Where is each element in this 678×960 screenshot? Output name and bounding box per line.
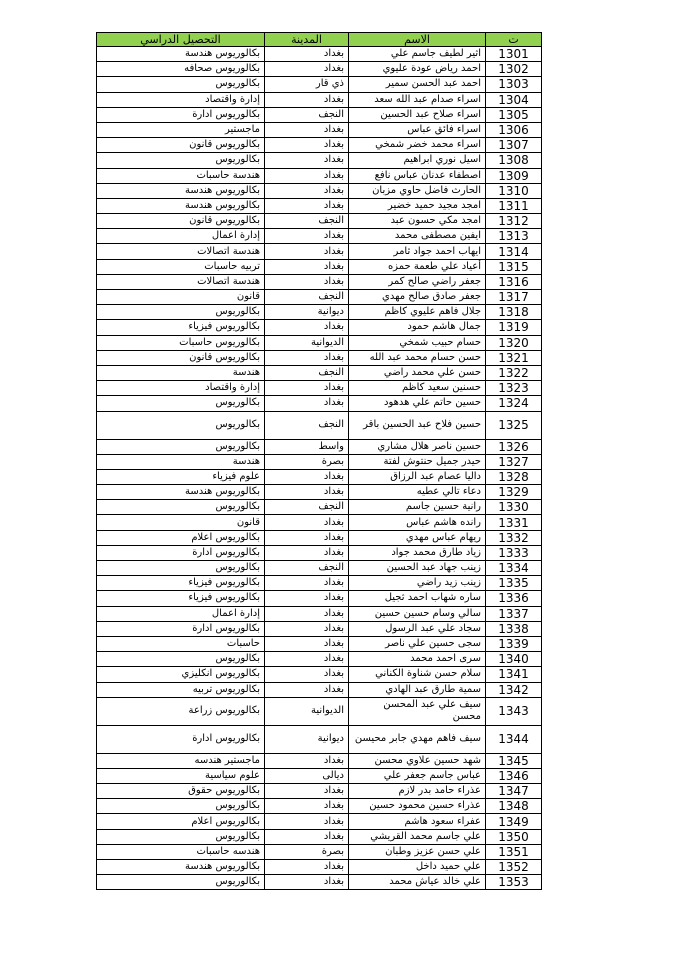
row-number-cell: 1331 [486,515,542,530]
table-row [97,335,542,350]
row-education-cell: بكالوريوس قانون [97,138,265,153]
row-number-cell: 1337 [486,606,542,621]
row-name-cell: اسيل نوري ابراهيم [349,153,486,168]
table-row [97,62,542,77]
row-name-cell: حسين ناصر هلال مشاري [349,439,486,454]
row-name-cell: رانية حسين جاسم [349,500,486,515]
table-row [97,411,542,439]
row-number-cell: 1320 [486,335,542,350]
table-row [97,768,542,783]
row-name-cell: زينب زيد راضي [349,576,486,591]
row-city-cell: بغداد [265,183,349,198]
row-education-cell: بكالوريوس قانون [97,214,265,229]
row-education-cell: بكالوريوس انكليزي [97,667,265,682]
row-education-cell: بكالوريوس فيزياء [97,320,265,335]
row-name-cell: ريهام عباس مهدي [349,530,486,545]
row-number-cell: 1352 [486,860,542,875]
table-row [97,652,542,667]
table-row [97,591,542,606]
table-row [97,530,542,545]
records-table [96,32,542,890]
row-number-cell: 1351 [486,844,542,859]
row-number-cell: 1302 [486,62,542,77]
row-number-cell: 1329 [486,485,542,500]
row-education-cell: بكالوريوس ادارة [97,107,265,122]
table-row [97,92,542,107]
row-number-cell: 1353 [486,875,542,890]
row-number-cell: 1335 [486,576,542,591]
row-name-cell: اسراء فائق عباس [349,122,486,137]
table-row [97,725,542,753]
row-education-cell: بكالوريوس [97,153,265,168]
row-name-cell: سيف فاهم مهدي جابر محيسن [349,725,486,753]
table-row [97,561,542,576]
table-row [97,381,542,396]
table-row [97,682,542,697]
table-row [97,259,542,274]
row-name-cell: اصطفاء عدنان عباس نافع [349,168,486,183]
row-education-cell: بكالوريوس ادارة [97,621,265,636]
row-city-cell: بغداد [265,92,349,107]
row-name-cell: اثير لطيف جاسم علي [349,47,486,62]
row-city-cell: بغداد [265,799,349,814]
row-city-cell: بصرة [265,454,349,469]
row-city-cell: بغداد [265,652,349,667]
row-city-cell: ديالى [265,768,349,783]
row-education-cell: إدارة واقتصاد [97,92,265,107]
row-number-cell: 1309 [486,168,542,183]
row-education-cell: إدارة اعمال [97,229,265,244]
row-city-cell: بصرة [265,844,349,859]
table-row [97,107,542,122]
table-row [97,469,542,484]
table-row [97,667,542,682]
row-number-cell: 1308 [486,153,542,168]
row-city-cell: بغداد [265,62,349,77]
row-education-cell: هندسة اتصالات [97,274,265,289]
row-education-cell: ماجستير [97,122,265,137]
row-education-cell: علوم سياسية [97,768,265,783]
row-city-cell: بغداد [265,682,349,697]
row-number-cell: 1343 [486,697,542,725]
row-education-cell: بكالوريوس [97,829,265,844]
row-number-cell: 1312 [486,214,542,229]
row-number-cell: 1344 [486,725,542,753]
row-education-cell: بكالوريوس هندسة [97,47,265,62]
table-row [97,320,542,335]
row-number-cell: 1342 [486,682,542,697]
row-city-cell: بغداد [265,784,349,799]
table-row [97,365,542,380]
row-education-cell: بكالوريوس حقوق [97,784,265,799]
row-city-cell: بغداد [265,47,349,62]
row-city-cell: النجف [265,561,349,576]
table-row [97,350,542,365]
row-education-cell: بكالوريوس [97,396,265,411]
table-row [97,138,542,153]
row-number-cell: 1326 [486,439,542,454]
row-education-cell: بكالوريوس حاسبات [97,335,265,350]
row-name-cell: جلال فاهم عليوي كاظم [349,305,486,320]
row-number-cell: 1324 [486,396,542,411]
row-number-cell: 1323 [486,381,542,396]
row-city-cell: ديوانية [265,305,349,320]
row-number-cell: 1338 [486,621,542,636]
row-name-cell: ساره شهاب احمد ثجيل [349,591,486,606]
table-row [97,500,542,515]
row-name-cell: علي جاسم محمد القريشي [349,829,486,844]
row-name-cell: سمية طارق عبد الهادي [349,682,486,697]
row-name-cell: زينب جهاد عبد الحسين [349,561,486,576]
row-number-cell: 1317 [486,290,542,305]
row-city-cell: بغداد [265,259,349,274]
row-city-cell: الديوانية [265,335,349,350]
table-row [97,396,542,411]
row-education-cell: بكالوريوس [97,305,265,320]
table-row [97,454,542,469]
row-name-cell: داليا عصام عبد الرزاق [349,469,486,484]
table-row [97,576,542,591]
table-row [97,485,542,500]
row-number-cell: 1339 [486,636,542,651]
table-row [97,290,542,305]
row-number-cell: 1348 [486,799,542,814]
row-education-cell: بكالوريوس [97,439,265,454]
row-education-cell: بكالوريوس [97,875,265,890]
row-education-cell: بكالوريوس ادارة [97,725,265,753]
row-name-cell: زياد طارق محمد جواد [349,545,486,560]
header-number: ت [486,33,542,47]
row-education-cell: هندسة اتصالات [97,244,265,259]
row-number-cell: 1313 [486,229,542,244]
table-row [97,829,542,844]
row-city-cell: ذي قار [265,77,349,92]
row-number-cell: 1346 [486,768,542,783]
row-name-cell: حسين حاتم علي هدهود [349,396,486,411]
row-number-cell: 1319 [486,320,542,335]
row-education-cell: بكالوريوس هندسة [97,860,265,875]
row-name-cell: سيف علي عبد المحسن محسن [349,697,486,725]
row-city-cell: بغداد [265,814,349,829]
row-city-cell: بغداد [265,396,349,411]
row-city-cell: بغداد [265,606,349,621]
row-name-cell: علي حسن عزيز وطبان [349,844,486,859]
row-name-cell: احمد عبد الحسن سمير [349,77,486,92]
row-city-cell: النجف [265,500,349,515]
row-city-cell: بغداد [265,530,349,545]
row-city-cell: النجف [265,214,349,229]
row-city-cell: بغداد [265,198,349,213]
table-row [97,621,542,636]
row-education-cell: إدارة اعمال [97,606,265,621]
row-education-cell: بكالوريوس هندسة [97,198,265,213]
row-name-cell: حيدر جميل حنتوش لفتة [349,454,486,469]
row-name-cell: ايهاب احمد جواد ثامر [349,244,486,259]
row-number-cell: 1318 [486,305,542,320]
row-name-cell: سجى حسين علي ناصر [349,636,486,651]
table-header [97,33,542,47]
row-name-cell: جعفر صادق صالح مهدي [349,290,486,305]
row-name-cell: اسراء محمد خضر شمخي [349,138,486,153]
row-education-cell: بكالوريوس تربيه [97,682,265,697]
row-number-cell: 1307 [486,138,542,153]
row-city-cell: بغداد [265,591,349,606]
row-number-cell: 1340 [486,652,542,667]
row-number-cell: 1314 [486,244,542,259]
row-city-cell: بغداد [265,229,349,244]
table-row [97,515,542,530]
row-name-cell: حسن حسام محمد عبد الله [349,350,486,365]
row-education-cell: بكالوريوس [97,652,265,667]
row-name-cell: علي خالد عياش محمد [349,875,486,890]
row-city-cell: بغداد [265,153,349,168]
row-number-cell: 1328 [486,469,542,484]
row-name-cell: امجد مكي حسون عبد [349,214,486,229]
table-row [97,183,542,198]
row-city-cell: بغداد [265,381,349,396]
row-city-cell: بغداد [265,753,349,768]
table-row [97,153,542,168]
table-row [97,274,542,289]
table-body [97,47,542,890]
row-name-cell: ايفين مصطفى محمد [349,229,486,244]
row-education-cell: بكالوريوس صحافه [97,62,265,77]
row-education-cell: هندسة [97,454,265,469]
row-name-cell: عذراء حامد بدر لازم [349,784,486,799]
row-name-cell: حسن علي محمد راضي [349,365,486,380]
row-name-cell: جمال هاشم حمود [349,320,486,335]
row-education-cell: بكالوريوس اعلام [97,530,265,545]
row-city-cell: بغداد [265,875,349,890]
row-education-cell: بكالوريوس [97,561,265,576]
row-name-cell: عباس جاسم جعفر علي [349,768,486,783]
row-education-cell: بكالوريوس هندسة [97,485,265,500]
row-education-cell: بكالوريوس [97,411,265,439]
row-education-cell: بكالوريوس فيزياء [97,576,265,591]
table-row [97,753,542,768]
table-row [97,244,542,259]
row-education-cell: هندسة حاسبات [97,168,265,183]
row-education-cell: علوم فيزياء [97,469,265,484]
row-education-cell: إدارة واقتصاد [97,381,265,396]
row-number-cell: 1306 [486,122,542,137]
table-row [97,439,542,454]
row-name-cell: سرى احمد محمد [349,652,486,667]
row-city-cell: واسط [265,439,349,454]
row-number-cell: 1350 [486,829,542,844]
row-city-cell: النجف [265,365,349,380]
row-name-cell: سلام حسن شناوة الكناني [349,667,486,682]
row-name-cell: اسراء صدام عبد الله سعد [349,92,486,107]
row-city-cell: بغداد [265,274,349,289]
row-name-cell: سالي وسام حسين حسين [349,606,486,621]
row-education-cell: تربيه حاسبات [97,259,265,274]
table-row [97,305,542,320]
row-number-cell: 1304 [486,92,542,107]
table-row [97,799,542,814]
row-education-cell: حاسبات [97,636,265,651]
row-name-cell: رانده هاشم عباس [349,515,486,530]
row-education-cell: بكالوريوس زراعة [97,697,265,725]
row-education-cell: بكالوريوس ادارة [97,545,265,560]
row-number-cell: 1310 [486,183,542,198]
row-number-cell: 1315 [486,259,542,274]
row-city-cell: بغداد [265,122,349,137]
row-number-cell: 1330 [486,500,542,515]
row-city-cell: بغداد [265,138,349,153]
row-city-cell: بغداد [265,576,349,591]
row-name-cell: علي حميد داخل [349,860,486,875]
table-row [97,814,542,829]
row-name-cell: سجاد علي عبد الرسول [349,621,486,636]
row-name-cell: شهد حسين علاوي محسن [349,753,486,768]
row-city-cell: بغداد [265,320,349,335]
row-city-cell: بغداد [265,545,349,560]
row-education-cell: بكالوريوس [97,77,265,92]
row-education-cell: بكالوريوس [97,500,265,515]
row-city-cell: بغداد [265,485,349,500]
table-row [97,860,542,875]
table-row [97,606,542,621]
row-city-cell: بغداد [265,515,349,530]
row-education-cell: قانون [97,290,265,305]
row-city-cell: بغداد [265,667,349,682]
row-number-cell: 1311 [486,198,542,213]
row-city-cell: النجف [265,411,349,439]
row-city-cell: ديوانية [265,725,349,753]
table-row [97,77,542,92]
table-row [97,545,542,560]
row-name-cell: حسين فلاح عبد الحسين باقر [349,411,486,439]
row-number-cell: 1321 [486,350,542,365]
row-number-cell: 1334 [486,561,542,576]
row-name-cell: أعياد علي طعمة حمزه [349,259,486,274]
row-number-cell: 1327 [486,454,542,469]
table-row [97,844,542,859]
row-city-cell: النجف [265,290,349,305]
row-name-cell: امجد مجيد حميد خضير [349,198,486,213]
row-number-cell: 1325 [486,411,542,439]
row-education-cell: بكالوريوس [97,799,265,814]
row-education-cell: بكالوريوس اعلام [97,814,265,829]
table-row [97,784,542,799]
row-number-cell: 1332 [486,530,542,545]
table-row [97,697,542,725]
row-name-cell: جعفر راضي صالح كمر [349,274,486,289]
row-name-cell: الحارث فاضل حاوي مزبان [349,183,486,198]
row-city-cell: الديوانية [265,697,349,725]
table-row [97,875,542,890]
row-city-cell: بغداد [265,350,349,365]
row-education-cell: بكالوريوس قانون [97,350,265,365]
table-row [97,122,542,137]
row-name-cell: احمد رياض عودة عليوي [349,62,486,77]
table-row [97,168,542,183]
row-city-cell: بغداد [265,168,349,183]
row-city-cell: بغداد [265,621,349,636]
table-row [97,636,542,651]
row-name-cell: عذراء حسين محمود حسين [349,799,486,814]
row-name-cell: حسام حبيب شمخي [349,335,486,350]
row-name-cell: حسنين سعيد كاظم [349,381,486,396]
row-education-cell: ماجستير هندسه [97,753,265,768]
row-education-cell: قانون [97,515,265,530]
row-city-cell: النجف [265,107,349,122]
table-row [97,229,542,244]
records-sheet [96,32,542,890]
row-education-cell: هندسة [97,365,265,380]
header-education: التحصيل الدراسي [97,33,265,47]
header-city: المدينة [265,33,349,47]
row-city-cell: بغداد [265,469,349,484]
row-number-cell: 1301 [486,47,542,62]
header-name: الاسم [349,33,486,47]
row-number-cell: 1333 [486,545,542,560]
row-education-cell: بكالوريوس هندسة [97,183,265,198]
header-row [97,33,542,47]
row-number-cell: 1345 [486,753,542,768]
row-number-cell: 1316 [486,274,542,289]
row-city-cell: بغداد [265,860,349,875]
table-row [97,47,542,62]
row-name-cell: دعاء تالي عطيه [349,485,486,500]
row-name-cell: عفراء سعود هاشم [349,814,486,829]
row-number-cell: 1349 [486,814,542,829]
row-name-cell: اسراء صلاح عبد الحسين [349,107,486,122]
row-number-cell: 1305 [486,107,542,122]
row-number-cell: 1303 [486,77,542,92]
row-education-cell: بكالوريوس فيزياء [97,591,265,606]
row-number-cell: 1341 [486,667,542,682]
row-number-cell: 1336 [486,591,542,606]
table-row [97,214,542,229]
table-row [97,198,542,213]
row-city-cell: بغداد [265,829,349,844]
row-number-cell: 1347 [486,784,542,799]
row-city-cell: بغداد [265,636,349,651]
row-number-cell: 1322 [486,365,542,380]
row-education-cell: هندسه حاسبات [97,844,265,859]
row-city-cell: بغداد [265,244,349,259]
